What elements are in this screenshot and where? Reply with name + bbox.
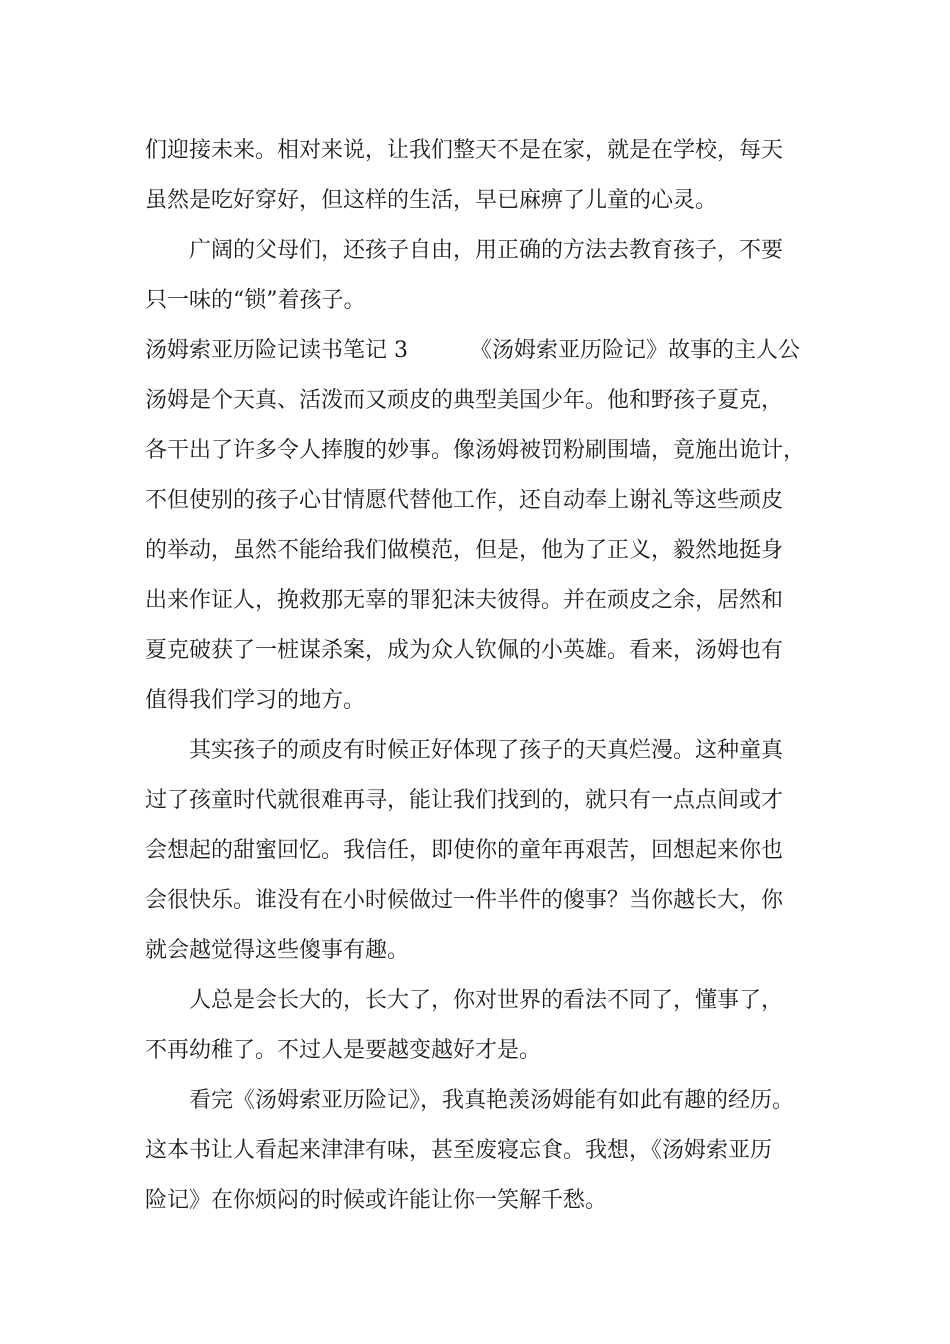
text-line: 不但使别的孩子心甘情愿代替他工作，还自动奉上谢礼等这些顽皮 (145, 488, 784, 513)
text-line: 各干出了许多令人捧腹的妙事。像汤姆被罚粉刷围墙，竟施出诡计， (145, 438, 806, 463)
text-line: 会想起的甜蜜回忆。我信任，即使你的童年再艰苦，回想起来你也 (145, 838, 784, 863)
paragraph-start-line: 其实孩子的顽皮有时候正好体现了孩子的天真烂漫。这种童真 (189, 738, 784, 763)
section-heading-continuation: 《汤姆索亚历险记》故事的主人公 (470, 338, 801, 363)
text-line: 们迎接未来。相对来说，让我们整天不是在家，就是在学校，每天 (145, 138, 784, 163)
text-line: 险记》在你烦闷的时候或许能让你一笑解千愁。 (145, 1188, 608, 1213)
text-line: 只一味的“锁”着孩子。 (145, 288, 366, 313)
paragraph-start-line: 人总是会长大的，长大了，你对世界的看法不同了，懂事了， (189, 988, 784, 1013)
text-line: 过了孩童时代就很难再寻，能让我们找到的，就只有一点点间或才 (145, 788, 784, 813)
text-line: 值得我们学习的地方。 (145, 688, 366, 713)
text-line: 不再幼稚了。不过人是要越变越好才是。 (145, 1038, 542, 1063)
text-line: 会很快乐。谁没有在小时候做过一件半件的傻事？当你越长大，你 (145, 888, 784, 913)
text-line: 就会越觉得这些傻事有趣。 (145, 938, 410, 963)
text-line: 的举动，虽然不能给我们做模范，但是，他为了正义，毅然地挺身 (145, 538, 784, 563)
text-line: 出来作证人，挽救那无辜的罪犯沫夫彼得。并在顽皮之余，居然和 (145, 588, 784, 613)
text-line: 汤姆是个天真、活泼而又顽皮的典型美国少年。他和野孩子夏克， (145, 388, 784, 413)
paragraph-start-line: 看完《汤姆索亚历险记》，我真艳羡汤姆能有如此有趣的经历。 (189, 1088, 795, 1113)
paragraph-start-line: 广阔的父母们，还孩子自由，用正确的方法去教育孩子，不要 (189, 238, 784, 263)
section-heading-title: 汤姆索亚历险记读书笔记 3 (145, 338, 408, 363)
text-line: 这本书让人看起来津津有味，甚至废寝忘食。我想，《汤姆索亚历 (145, 1138, 773, 1163)
text-line: 虽然是吃好穿好，但这样的生活，早已麻痹了儿童的心灵。 (145, 188, 718, 213)
text-line: 夏克破获了一桩谋杀案，成为众人钦佩的小英雄。看来，汤姆也有 (145, 638, 784, 663)
section-heading-line (0, 336, 950, 366)
